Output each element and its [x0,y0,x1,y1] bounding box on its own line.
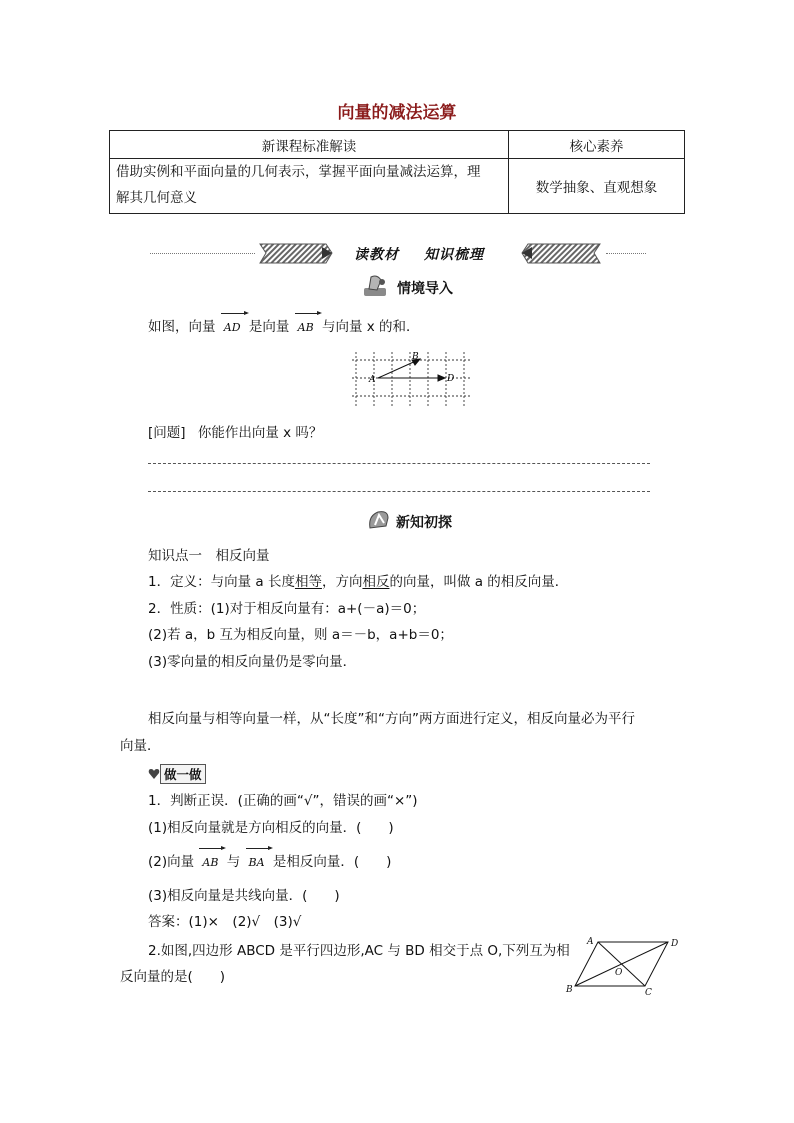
banner-dotted-left [150,253,255,254]
practice-q1-3: (3)相反向量是共线向量．( ) [148,888,340,904]
intro-mid: 是向量 [248,319,290,335]
section-title-context: 情境导入 [397,281,453,297]
table-header-standard: 新课程标准解读 [110,131,509,159]
standard-line-1: 借助实例和平面向量的几何表示，掌握平面向量减法运算，理 [116,164,481,180]
grid-label-a: A [369,375,376,385]
banner-label-read: 读教材 [354,247,399,263]
para-label-d: D [671,939,679,949]
question-line [148,423,322,443]
practice-answer: 答案：(1)× (2)√ (3)√ [148,914,302,930]
table-header-literacy: 核心素养 [509,131,685,159]
section-bookmark-icon [361,274,391,298]
knowledge-property-2: (2)若 a，b 互为相反向量，则 a＝－b，a+b＝0； [148,627,453,643]
vector-grid-figure [350,350,472,410]
vector-ba: BA [245,853,269,873]
knowledge-definition: 1．定义：与向量 a 长度相等，方向相反的向量，叫做 a 的相反向量． [148,574,569,590]
page-title: 向量的减法运算 [337,103,457,123]
para-label-c: C [645,988,652,996]
vector-ab-2: AB [198,853,222,873]
vector-ab: AB [294,318,318,338]
practice-badge-label: 做一做 [160,764,206,784]
grid-label-b: B [412,352,419,362]
practice-q1: 1．判断正误．(正确的画“√”，错误的画“×”) [148,793,418,809]
banner-label-knowledge: 知识梳理 [424,247,484,263]
banner-stripes-right-icon [520,243,604,264]
banner-stripes-left-icon [256,243,338,264]
question-text: 你能作出向量 x 吗？ [197,425,323,441]
practice-q2-line-2: 反向量的是( ) [120,969,226,985]
intro-text [148,317,420,338]
knowledge-heading: 知识点一 相反向量 [148,548,270,564]
note-line-2: 向量． [120,738,161,754]
question-tag: [问题] [148,425,186,441]
vector-ad: AD [220,318,245,338]
section-title-new-knowledge: 新知初探 [396,515,452,531]
answer-line-1[interactable] [148,463,650,464]
grid-label-d: D [447,374,455,384]
practice-q1-1: (1)相反向量就是方向相反的向量．( ) [148,820,394,836]
para-label-b: B [566,985,573,995]
underlined-equal: 相等 [294,574,322,590]
intro-post: 与向量 x 的和． [321,319,420,335]
parallelogram-figure [563,934,683,996]
underlined-opposite: 相反 [362,574,390,590]
knowledge-property-1: 2．性质：(1)对于相反向量有：a+(－a)＝0； [148,601,426,617]
answer-line-2[interactable] [148,491,650,492]
heart-icon [148,768,160,780]
para-label-o: O [615,968,623,978]
practice-q2-line-1: 2.如图,四边形 ABCD 是平行四边形,AC 与 BD 相交于点 O,下列互为相 [148,943,570,959]
practice-badge [148,764,206,784]
note-line-1: 相反向量与相等向量一样，从“长度”和“方向”两方面进行定义，相反向量必为平行 [148,711,635,727]
knowledge-property-3: (3)零向量的相反向量仍是零向量． [148,654,357,670]
table-cell-standard [110,159,509,214]
banner-dotted-right [606,253,646,254]
table-cell-literacy: 数学抽象、直观想象 [509,159,685,214]
intro-pre: 如图，向量 [148,319,216,335]
section-new-knowledge-icon [366,508,392,532]
curriculum-table [109,130,685,214]
standard-line-2: 解其几何意义 [116,190,197,206]
practice-q1-2: (2)向量 AB 与 BA 是相反向量．( ) [148,852,391,873]
para-label-a: A [587,937,594,947]
